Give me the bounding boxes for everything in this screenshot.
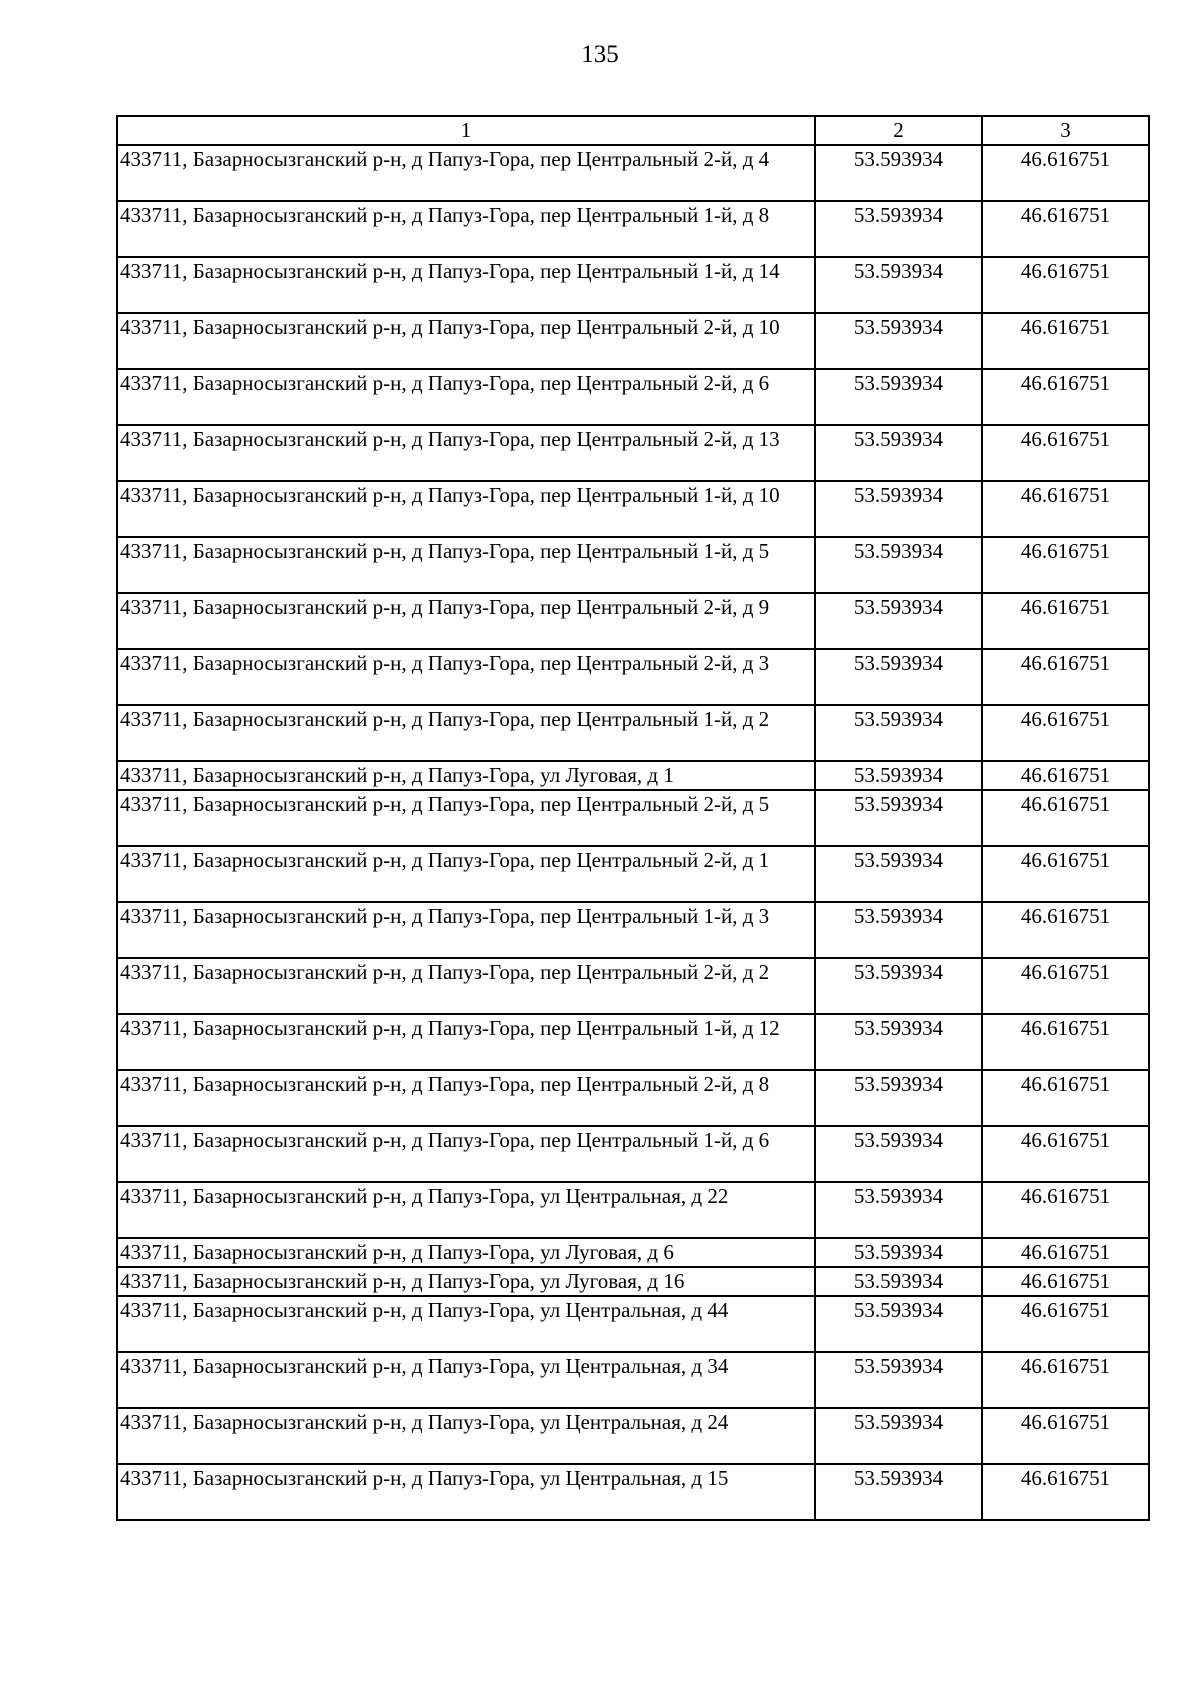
longitude-cell: 46.616751	[982, 257, 1149, 313]
table-row	[117, 537, 1149, 593]
longitude-cell: 46.616751	[982, 145, 1149, 201]
latitude-cell: 53.593934	[815, 1126, 982, 1182]
address-cell: 433711, Базарносызганский р-н, д Папуз-Гора, ул Центральная, д 15	[117, 1464, 815, 1520]
latitude-cell: 53.593934	[815, 537, 982, 593]
table-row	[117, 369, 1149, 425]
latitude-cell: 53.593934	[815, 1296, 982, 1352]
address-coordinates-table	[116, 115, 1150, 1521]
table-row	[117, 761, 1149, 790]
address-cell: 433711, Базарносызганский р-н, д Папуз-Гора, пер Центральный 1-й, д 3	[117, 902, 815, 958]
latitude-cell: 53.593934	[815, 1238, 982, 1267]
longitude-cell: 46.616751	[982, 481, 1149, 537]
address-cell: 433711, Базарносызганский р-н, д Папуз-Гора, ул Луговая, д 1	[117, 761, 815, 790]
longitude-cell: 46.616751	[982, 761, 1149, 790]
table-row	[117, 1408, 1149, 1464]
longitude-cell: 46.616751	[982, 1126, 1149, 1182]
table-body	[117, 116, 1149, 1520]
table-row	[117, 846, 1149, 902]
longitude-cell: 46.616751	[982, 1464, 1149, 1520]
latitude-cell: 53.593934	[815, 313, 982, 369]
address-cell: 433711, Базарносызганский р-н, д Папуз-Гора, пер Центральный 1-й, д 2	[117, 705, 815, 761]
latitude-cell: 53.593934	[815, 369, 982, 425]
table-row	[117, 257, 1149, 313]
column-header-1: 1	[117, 116, 815, 145]
latitude-cell: 53.593934	[815, 1014, 982, 1070]
address-cell: 433711, Базарносызганский р-н, д Папуз-Гора, пер Центральный 2-й, д 13	[117, 425, 815, 481]
latitude-cell: 53.593934	[815, 593, 982, 649]
table-row	[117, 145, 1149, 201]
longitude-cell: 46.616751	[982, 425, 1149, 481]
longitude-cell: 46.616751	[982, 1296, 1149, 1352]
table-row	[117, 313, 1149, 369]
longitude-cell: 46.616751	[982, 201, 1149, 257]
address-cell: 433711, Базарносызганский р-н, д Папуз-Гора, ул Центральная, д 44	[117, 1296, 815, 1352]
table-row	[117, 481, 1149, 537]
longitude-cell: 46.616751	[982, 790, 1149, 846]
address-cell: 433711, Базарносызганский р-н, д Папуз-Гора, пер Центральный 1-й, д 10	[117, 481, 815, 537]
longitude-cell: 46.616751	[982, 1070, 1149, 1126]
latitude-cell: 53.593934	[815, 902, 982, 958]
table-row	[117, 1464, 1149, 1520]
table-row	[117, 1070, 1149, 1126]
table-row	[117, 425, 1149, 481]
address-cell: 433711, Базарносызганский р-н, д Папуз-Гора, ул Центральная, д 34	[117, 1352, 815, 1408]
address-cell: 433711, Базарносызганский р-н, д Папуз-Гора, пер Центральный 1-й, д 5	[117, 537, 815, 593]
latitude-cell: 53.593934	[815, 1464, 982, 1520]
latitude-cell: 53.593934	[815, 649, 982, 705]
table-row	[117, 958, 1149, 1014]
longitude-cell: 46.616751	[982, 1352, 1149, 1408]
address-cell: 433711, Базарносызганский р-н, д Папуз-Гора, пер Центральный 2-й, д 5	[117, 790, 815, 846]
longitude-cell: 46.616751	[982, 593, 1149, 649]
longitude-cell: 46.616751	[982, 369, 1149, 425]
latitude-cell: 53.593934	[815, 145, 982, 201]
latitude-cell: 53.593934	[815, 1070, 982, 1126]
address-cell: 433711, Базарносызганский р-н, д Папуз-Гора, пер Центральный 2-й, д 10	[117, 313, 815, 369]
table-row	[117, 201, 1149, 257]
latitude-cell: 53.593934	[815, 1267, 982, 1296]
address-cell: 433711, Базарносызганский р-н, д Папуз-Гора, ул Луговая, д 6	[117, 1238, 815, 1267]
latitude-cell: 53.593934	[815, 481, 982, 537]
longitude-cell: 46.616751	[982, 649, 1149, 705]
table-row	[117, 1352, 1149, 1408]
address-cell: 433711, Базарносызганский р-н, д Папуз-Гора, пер Центральный 2-й, д 8	[117, 1070, 815, 1126]
table-row	[117, 1267, 1149, 1296]
latitude-cell: 53.593934	[815, 201, 982, 257]
latitude-cell: 53.593934	[815, 958, 982, 1014]
longitude-cell: 46.616751	[982, 1267, 1149, 1296]
latitude-cell: 53.593934	[815, 761, 982, 790]
address-cell: 433711, Базарносызганский р-н, д Папуз-Гора, пер Центральный 2-й, д 2	[117, 958, 815, 1014]
longitude-cell: 46.616751	[982, 705, 1149, 761]
longitude-cell: 46.616751	[982, 846, 1149, 902]
address-cell: 433711, Базарносызганский р-н, д Папуз-Гора, пер Центральный 1-й, д 8	[117, 201, 815, 257]
address-cell: 433711, Базарносызганский р-н, д Папуз-Гора, пер Центральный 2-й, д 4	[117, 145, 815, 201]
address-cell: 433711, Базарносызганский р-н, д Папуз-Гора, пер Центральный 1-й, д 12	[117, 1014, 815, 1070]
table-row	[117, 902, 1149, 958]
latitude-cell: 53.593934	[815, 790, 982, 846]
address-cell: 433711, Базарносызганский р-н, д Папуз-Гора, ул Центральная, д 22	[117, 1182, 815, 1238]
longitude-cell: 46.616751	[982, 1408, 1149, 1464]
address-cell: 433711, Базарносызганский р-н, д Папуз-Гора, ул Центральная, д 24	[117, 1408, 815, 1464]
table-row	[117, 649, 1149, 705]
address-cell: 433711, Базарносызганский р-н, д Папуз-Гора, ул Луговая, д 16	[117, 1267, 815, 1296]
latitude-cell: 53.593934	[815, 257, 982, 313]
longitude-cell: 46.616751	[982, 902, 1149, 958]
address-cell: 433711, Базарносызганский р-н, д Папуз-Гора, пер Центральный 1-й, д 14	[117, 257, 815, 313]
latitude-cell: 53.593934	[815, 1182, 982, 1238]
address-cell: 433711, Базарносызганский р-н, д Папуз-Гора, пер Центральный 2-й, д 6	[117, 369, 815, 425]
table-row	[117, 1182, 1149, 1238]
table-row	[117, 705, 1149, 761]
latitude-cell: 53.593934	[815, 846, 982, 902]
table-row	[117, 1126, 1149, 1182]
longitude-cell: 46.616751	[982, 1182, 1149, 1238]
longitude-cell: 46.616751	[982, 537, 1149, 593]
longitude-cell: 46.616751	[982, 313, 1149, 369]
address-cell: 433711, Базарносызганский р-н, д Папуз-Гора, пер Центральный 2-й, д 9	[117, 593, 815, 649]
longitude-cell: 46.616751	[982, 958, 1149, 1014]
longitude-cell: 46.616751	[982, 1238, 1149, 1267]
latitude-cell: 53.593934	[815, 705, 982, 761]
address-cell: 433711, Базарносызганский р-н, д Папуз-Гора, пер Центральный 1-й, д 6	[117, 1126, 815, 1182]
table-row	[117, 1238, 1149, 1267]
table-row	[117, 1014, 1149, 1070]
address-cell: 433711, Базарносызганский р-н, д Папуз-Гора, пер Центральный 2-й, д 3	[117, 649, 815, 705]
address-cell: 433711, Базарносызганский р-н, д Папуз-Гора, пер Центральный 2-й, д 1	[117, 846, 815, 902]
column-header-2: 2	[815, 116, 982, 145]
latitude-cell: 53.593934	[815, 1408, 982, 1464]
latitude-cell: 53.593934	[815, 1352, 982, 1408]
page-number: 135	[581, 41, 619, 68]
table-row	[117, 1296, 1149, 1352]
column-header-3: 3	[982, 116, 1149, 145]
table-row	[117, 593, 1149, 649]
latitude-cell: 53.593934	[815, 425, 982, 481]
longitude-cell: 46.616751	[982, 1014, 1149, 1070]
table-header-row	[117, 116, 1149, 145]
table-row	[117, 790, 1149, 846]
